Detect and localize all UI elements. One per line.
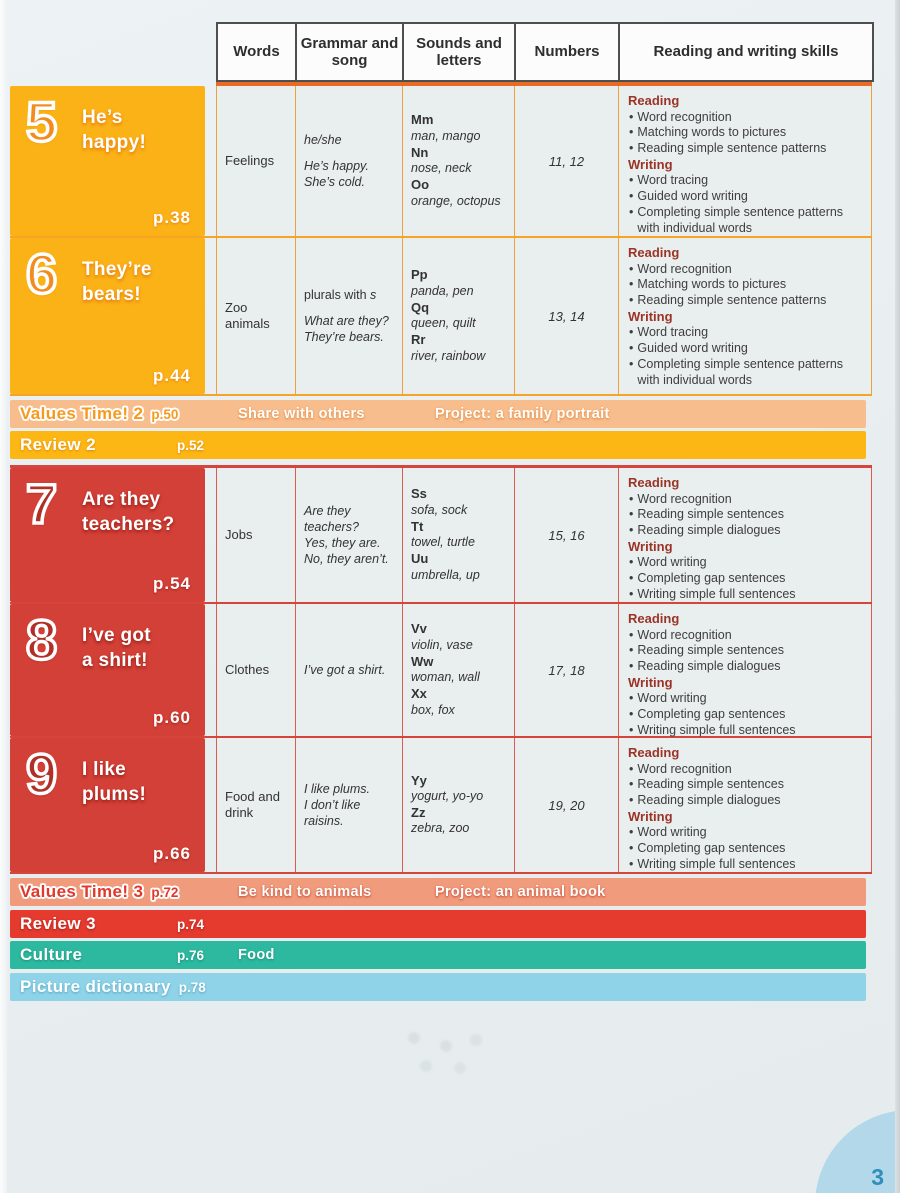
bar-title: Values Time! 2 (20, 404, 144, 423)
sound-letters: Rr (411, 332, 426, 348)
numbers-cell: 19, 20 (514, 738, 618, 872)
unit-block (10, 604, 205, 736)
skills-cell (618, 86, 872, 236)
skills-item (628, 277, 865, 293)
bullet-icon: • (629, 141, 634, 155)
sound-letters: Xx (411, 686, 427, 702)
page-edge-left (0, 0, 7, 1193)
skills-item (628, 707, 865, 723)
unit-page-label: p.60 (152, 708, 191, 727)
sound-examples: nose, neck (411, 161, 472, 175)
unit-title: I’ve got a shirt! (82, 625, 151, 671)
skills-cell (618, 604, 872, 736)
bullet-icon: • (629, 341, 634, 355)
skills-item-text: Reading simple dialogues (637, 523, 781, 537)
bullet-icon: • (629, 325, 634, 340)
bar-item: Food (238, 947, 275, 963)
words-cell: Clothes (216, 604, 295, 736)
skills-item (628, 691, 865, 707)
table-header-row (216, 22, 872, 86)
sound-letters: Uu (411, 551, 429, 567)
skills-item (628, 492, 865, 508)
skills-item-text: Completing simple sentence patterns with individual words (637, 356, 844, 387)
numbers-cell: 15, 16 (514, 468, 618, 602)
unit-row-9 (10, 738, 872, 874)
unit-block (10, 238, 205, 394)
page-number: 3 (871, 1164, 884, 1190)
skills-heading: Reading (628, 611, 680, 626)
sound-examples: violin, vase (411, 637, 473, 652)
sound-examples: man, mango (411, 128, 481, 143)
skills-item (628, 628, 865, 644)
bullet-icon: • (629, 571, 634, 585)
sound-examples: umbrella, up (411, 567, 480, 582)
skills-heading: Reading (628, 475, 680, 490)
skills-item (628, 793, 865, 809)
grammar-line: plurals with s (304, 287, 377, 302)
bar-title: Picture dictionary (20, 977, 171, 996)
skills-item-text: Word recognition (637, 109, 732, 124)
numbers-cell: 11, 12 (514, 86, 618, 236)
sounds-cell (402, 738, 514, 872)
unit-block (10, 468, 205, 602)
unit-title: Are they teachers? (82, 489, 175, 535)
words-cell: Feelings (216, 86, 295, 236)
numbers-cell: 17, 18 (514, 604, 618, 736)
skills-item-text: Reading simple dialogues (637, 793, 781, 807)
sound-examples: towel, turtle (411, 535, 475, 549)
unit-number: 7 (26, 472, 58, 535)
skills-item (628, 205, 865, 237)
bullet-icon: • (629, 793, 634, 807)
unit-number: 5 (26, 90, 58, 153)
skills-item (628, 523, 865, 539)
skills-item-text: Reading simple sentence patterns (637, 293, 827, 307)
sound-examples: zebra, zoo (411, 821, 470, 836)
skills-item-text: Word writing (637, 691, 707, 706)
skills-item-text: Writing simple full sentences (637, 722, 796, 737)
skills-cell (618, 738, 872, 872)
grammar-line: Are they teachers? Yes, they are. No, they aren’t. (304, 503, 389, 567)
unit-number: 6 (26, 242, 58, 305)
skills-item (628, 141, 865, 157)
skills-item (628, 110, 865, 126)
skills-item (628, 571, 865, 587)
words-cell: Food and drink (216, 738, 295, 872)
bullet-icon: • (629, 707, 634, 721)
bullet-icon: • (629, 856, 634, 871)
skills-item-text: Matching words to pictures (637, 125, 787, 140)
bullet-icon: • (629, 761, 634, 776)
bullet-icon: • (629, 109, 634, 124)
contents-table (10, 22, 872, 1001)
bar-title: Culture (20, 945, 83, 964)
bullet-icon: • (629, 356, 634, 371)
header-cell-1: Grammar and song (295, 22, 404, 82)
skills-item-text: Writing simple full sentences (637, 586, 796, 601)
skills-item (628, 125, 865, 141)
skills-item (628, 643, 865, 659)
sound-letters: Zz (411, 805, 426, 820)
section-bar-values-2 (10, 400, 866, 428)
skills-cell (618, 468, 872, 602)
bar-title: Review 3 (20, 914, 96, 933)
skills-heading: Writing (628, 538, 673, 554)
skills-item-text: Word tracing (637, 325, 709, 340)
sound-examples: box, fox (411, 702, 455, 717)
sound-letters: Qq (411, 299, 430, 315)
words-cell: Jobs (216, 468, 295, 602)
skills-heading: Reading (628, 245, 680, 260)
sound-letters: Yy (411, 772, 427, 788)
unit-page-label: p.54 (152, 574, 191, 593)
unit-number: 8 (26, 608, 58, 671)
skills-item-text: Reading simple sentences (637, 777, 785, 792)
grammar-cell (295, 468, 402, 602)
header-cell-0: Words (216, 22, 297, 82)
bullet-icon: • (629, 722, 634, 737)
sounds-cell (402, 238, 514, 394)
bullet-icon: • (629, 261, 634, 276)
sound-examples: river, rainbow (411, 348, 486, 363)
sound-examples: panda, pen (411, 283, 474, 298)
unit-page-label: p.38 (152, 208, 191, 227)
grammar-cell (295, 238, 402, 394)
skills-item-text: Reading simple sentences (637, 643, 785, 658)
sound-letters: Ss (411, 486, 427, 502)
bullet-icon: • (629, 841, 634, 855)
bar-title: Review 2 (20, 435, 96, 454)
skills-item (628, 659, 865, 675)
sounds-cell (402, 604, 514, 736)
grammar-cell (295, 86, 402, 236)
skills-item (628, 325, 865, 341)
unit-page-label: p.66 (152, 844, 191, 863)
bullet-icon: • (629, 777, 634, 792)
bullet-icon: • (629, 643, 634, 658)
bar-page-label: p.52 (177, 437, 205, 453)
bar-page-label: p.74 (177, 916, 205, 932)
skills-item-text: Completing gap sentences (637, 571, 786, 585)
skills-item-text: Guided word writing (637, 341, 748, 355)
skills-heading: Writing (628, 808, 673, 824)
skills-item (628, 341, 865, 357)
skills-item (628, 262, 865, 278)
skills-item (628, 587, 865, 603)
unit-row-8 (10, 604, 872, 738)
skills-heading: Reading (628, 745, 680, 760)
sound-examples: sofa, sock (411, 502, 468, 517)
skills-item (628, 555, 865, 571)
unit-row-6 (10, 238, 872, 396)
bullet-icon: • (629, 204, 634, 219)
header-cell-2: Sounds and letters (402, 22, 516, 82)
header-cell-3: Numbers (514, 22, 620, 82)
skills-item (628, 841, 865, 857)
skills-item (628, 507, 865, 523)
section-bar-review-3 (10, 910, 866, 938)
sound-examples: woman, wall (411, 670, 480, 684)
section-bar-values-3 (10, 878, 866, 906)
sound-letters: Mm (411, 112, 434, 128)
show-through-dots (408, 1032, 420, 1044)
skills-item (628, 357, 865, 389)
page-edge-right (895, 0, 900, 1193)
sound-letters: Vv (411, 621, 427, 637)
skills-heading: Writing (628, 308, 673, 324)
section-bar-review-2 (10, 431, 866, 459)
sound-examples: queen, quilt (411, 316, 476, 330)
skills-item-text: Matching words to pictures (637, 277, 787, 292)
skills-item-text: Guided word writing (637, 189, 748, 203)
bar-page-label: p.50 (151, 406, 179, 422)
grammar-line: He’s happy. She’s cold. (304, 158, 369, 190)
bullet-icon: • (629, 189, 634, 203)
unit-title: They’re bears! (82, 259, 152, 305)
numbers-cell: 13, 14 (514, 238, 618, 394)
bullet-icon: • (629, 586, 634, 601)
unit-row-7 (10, 465, 872, 604)
skills-item-text: Writing simple full sentences (637, 856, 796, 871)
bullet-icon: • (629, 507, 634, 522)
bullet-icon: • (629, 491, 634, 506)
bullet-icon: • (629, 523, 634, 537)
bullet-icon: • (629, 277, 634, 292)
skills-heading: Writing (628, 674, 673, 690)
grammar-cell (295, 738, 402, 872)
skills-item (628, 857, 865, 873)
skills-item-text: Word recognition (637, 491, 732, 506)
bullet-icon: • (629, 125, 634, 140)
unit-block (10, 738, 205, 872)
bar-item: Project: a family portrait (435, 406, 610, 422)
unit-block (10, 86, 205, 236)
bullet-icon: • (629, 659, 634, 673)
skills-item (628, 723, 865, 739)
sounds-cell (402, 468, 514, 602)
unit-number: 9 (26, 742, 58, 805)
skills-heading: Writing (628, 156, 673, 172)
bar-item: Share with others (238, 406, 365, 422)
bullet-icon: • (629, 825, 634, 840)
skills-item-text: Reading simple dialogues (637, 659, 781, 673)
unit-row-5 (10, 86, 872, 238)
sound-letters: Nn (411, 144, 429, 160)
grammar-line: What are they? They’re bears. (304, 313, 389, 345)
sound-letters: Tt (411, 518, 424, 534)
skills-item-text: Completing gap sentences (637, 841, 786, 855)
unit-page-label: p.44 (152, 366, 191, 385)
bar-item: Project: an animal book (435, 884, 606, 900)
grammar-line: he/she (304, 132, 342, 147)
header-cell-4: Reading and writing skills (618, 22, 874, 82)
skills-item-text: Reading simple sentences (637, 507, 785, 522)
skills-item-text: Completing simple sentence patterns with individual words (637, 204, 844, 235)
skills-item-text: Completing gap sentences (637, 707, 786, 721)
page-corner-tab (815, 1110, 900, 1193)
grammar-line: I like plums. I don’t like raisins. (304, 781, 370, 829)
section-bar-culture (10, 941, 866, 969)
sound-letters: Ww (411, 653, 434, 669)
sound-examples: orange, octopus (411, 193, 501, 208)
table-body (10, 86, 872, 1001)
skills-item (628, 293, 865, 309)
unit-title: He’s happy! (82, 107, 147, 153)
skills-item (628, 777, 865, 793)
grammar-line: I’ve got a shirt. (304, 662, 386, 677)
skills-item-text: Reading simple sentence patterns (637, 141, 827, 155)
skills-item (628, 762, 865, 778)
sounds-cell (402, 86, 514, 236)
skills-cell (618, 238, 872, 394)
bar-page-label: p.76 (177, 947, 205, 963)
bar-page-label: p.72 (151, 884, 179, 900)
section-bar-picture-dictionary (10, 973, 866, 1001)
sound-letters: Oo (411, 177, 430, 193)
skills-item-text: Word recognition (637, 627, 732, 642)
bullet-icon: • (629, 691, 634, 706)
bullet-icon: • (629, 555, 634, 570)
sound-letters: Pp (411, 267, 428, 283)
skills-item (628, 189, 865, 205)
unit-title: I like plums! (82, 759, 147, 805)
skills-item-text: Word tracing (637, 173, 709, 188)
skills-item-text: Word writing (637, 825, 707, 840)
bullet-icon: • (629, 293, 634, 307)
skills-item (628, 173, 865, 189)
words-cell: Zoo animals (216, 238, 295, 394)
skills-item (628, 825, 865, 841)
skills-item-text: Word writing (637, 555, 707, 570)
bullet-icon: • (629, 627, 634, 642)
skills-heading: Reading (628, 93, 680, 108)
grammar-cell (295, 604, 402, 736)
skills-item-text: Word recognition (637, 261, 732, 276)
sound-examples: yogurt, yo-yo (411, 788, 484, 803)
bar-page-label: p.78 (178, 979, 206, 995)
bullet-icon: • (629, 173, 634, 188)
bar-item: Be kind to animals (238, 884, 372, 900)
bar-title: Values Time! 3 (20, 882, 144, 901)
skills-item-text: Word recognition (637, 761, 732, 776)
